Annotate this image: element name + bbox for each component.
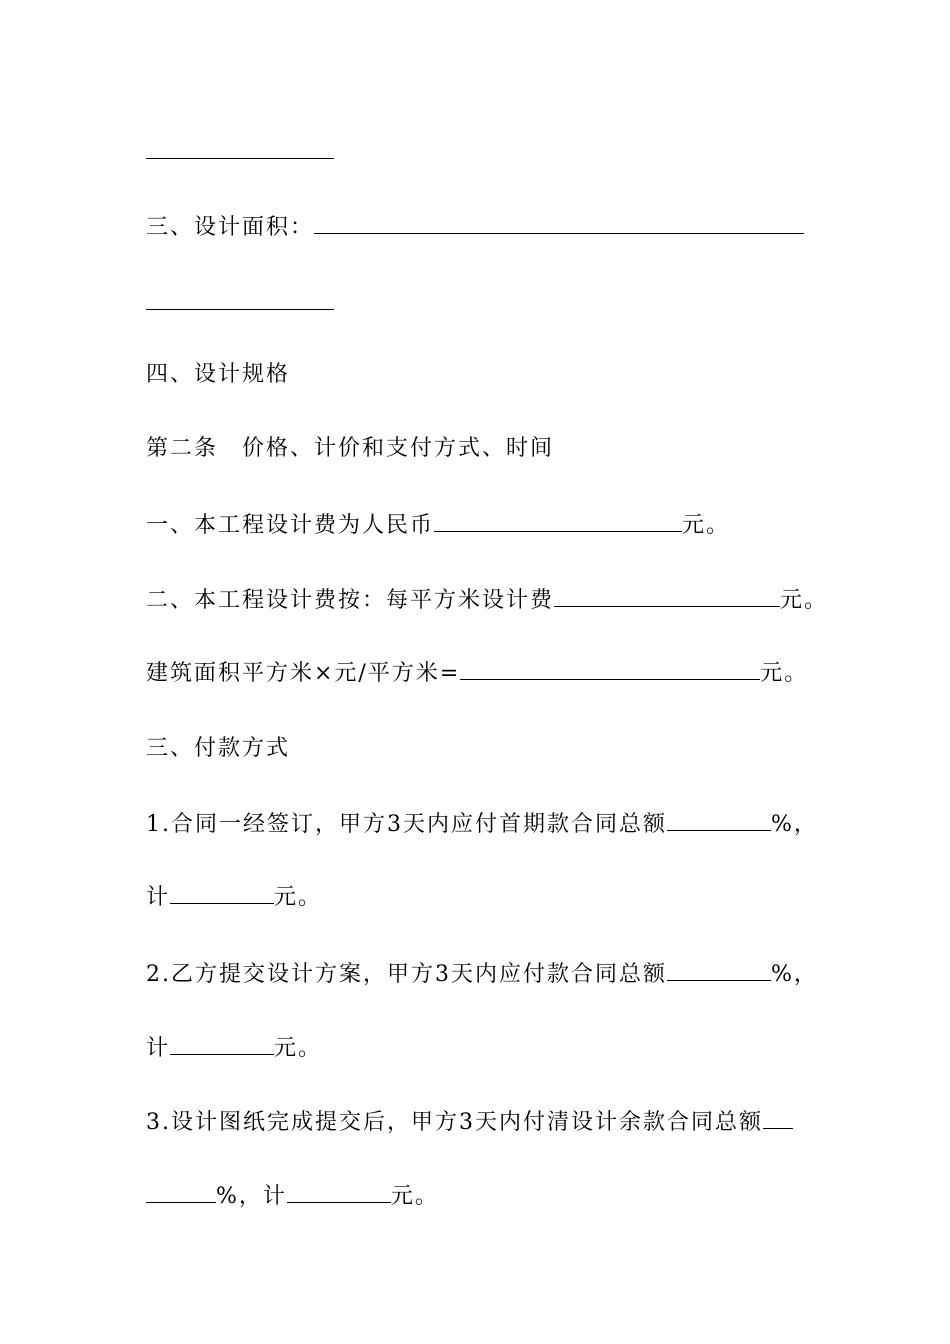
- payment-item-3-prefix: 3.设计图纸完成提交后，甲方3天内付清设计余款合同总额: [146, 1110, 763, 1135]
- area-calc-prefix: 建筑面积平方米×元/平方米=: [146, 661, 461, 686]
- payment-item-1-amount-blank[interactable]: [170, 885, 274, 904]
- area-calc-suffix: 元。: [760, 661, 809, 686]
- design-spec-text: 四、设计规格: [146, 362, 291, 387]
- payment-item-2-percent: %，: [771, 962, 818, 987]
- payment-item-2-prefix: 2.乙方提交设计方案，甲方3天内应付款合同总额: [146, 962, 667, 987]
- payment-item-1-cont-prefix: 计: [146, 885, 171, 910]
- article-2-heading: [146, 436, 554, 462]
- design-fee-blank[interactable]: [434, 513, 682, 532]
- fee-per-sqm-blank[interactable]: [554, 588, 780, 607]
- payment-item-2-cont-suffix: 元。: [274, 1036, 323, 1061]
- payment-item-1-percent: %，: [771, 812, 818, 837]
- design-fee-line: [146, 513, 730, 539]
- payment-item-3-percent-blank-end[interactable]: [146, 1184, 216, 1203]
- payment-item-2-cont-prefix: 计: [146, 1036, 171, 1061]
- area-calc-blank[interactable]: [460, 661, 760, 680]
- payment-item-3-amount-blank[interactable]: [287, 1184, 391, 1203]
- blank-line-design-area-cont: [146, 309, 334, 310]
- payment-item-1-cont: [146, 885, 322, 911]
- fee-per-sqm-line: [146, 588, 828, 614]
- payment-item-3-cont-percent: %，计: [216, 1184, 287, 1209]
- article-2-text: 第二条 价格、计价和支付方式、时间: [146, 436, 555, 461]
- payment-item-2-cont: [146, 1036, 322, 1062]
- blank-line-top: [146, 158, 334, 159]
- payment-item-2: [146, 962, 818, 988]
- payment-item-2-amount-blank[interactable]: [170, 1036, 274, 1055]
- payment-item-3-cont: [146, 1184, 439, 1210]
- payment-item-3: [146, 1110, 793, 1136]
- payment-item-1-prefix: 1.合同一经签订，甲方3天内应付首期款合同总额: [146, 812, 667, 837]
- payment-item-3-cont-suffix: 元。: [390, 1184, 439, 1209]
- payment-item-1: [146, 812, 818, 838]
- payment-item-1-cont-suffix: 元。: [274, 885, 323, 910]
- payment-method-text: 三、付款方式: [146, 736, 291, 761]
- payment-method-heading: [146, 736, 290, 762]
- design-area-blank[interactable]: [314, 215, 804, 234]
- design-fee-suffix: 元。: [682, 513, 731, 538]
- payment-item-3-percent-blank-start[interactable]: [763, 1110, 793, 1129]
- design-area-line: [146, 215, 804, 241]
- design-spec-heading: [146, 362, 290, 388]
- fee-per-sqm-suffix: 元。: [780, 588, 829, 613]
- area-calc-line: [146, 661, 808, 687]
- fee-per-sqm-prefix: 二、本工程设计费按：每平方米设计费: [146, 588, 555, 613]
- design-fee-prefix: 一、本工程设计费为人民币: [146, 513, 435, 538]
- payment-item-1-percent-blank[interactable]: [667, 812, 771, 831]
- design-area-label: 三、设计面积：: [146, 215, 315, 240]
- payment-item-2-percent-blank[interactable]: [667, 962, 771, 981]
